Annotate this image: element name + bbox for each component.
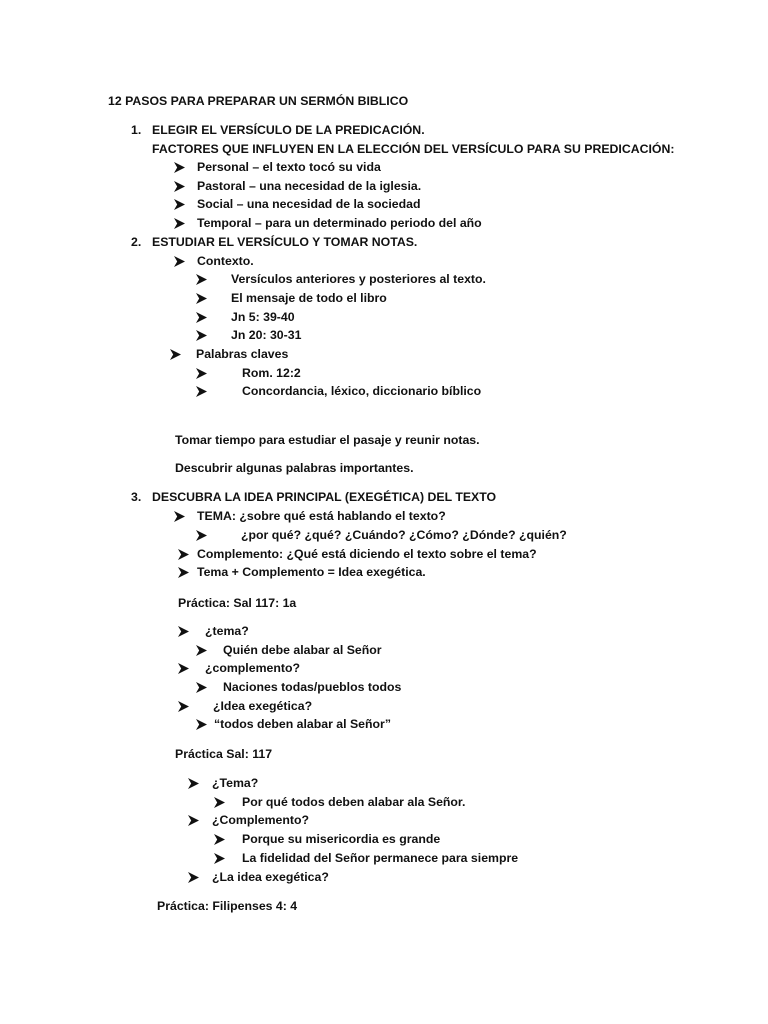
practice-answer: Por qué todos deben alabar ala Señor. bbox=[242, 795, 466, 809]
practice-answer: Naciones todas/pueblos todos bbox=[223, 680, 402, 694]
practice-question: ¿complemento? bbox=[205, 661, 300, 675]
arrowhead-bullet-icon bbox=[174, 199, 185, 210]
step-1-subheading: FACTORES QUE INFLUYEN EN LA ELECCIÓN DEL VERSÍCULO PARA SU PREDICACIÓN: bbox=[152, 142, 675, 156]
arrowhead-bullet-icon bbox=[196, 293, 207, 304]
keywords-item: Concordancia, léxico, diccionario bíblico bbox=[242, 384, 482, 398]
practice-answer: La fidelidad del Señor permanece para siempre bbox=[242, 851, 519, 865]
document-title: 12 PASOS PARA PREPARAR UN SERMÓN BIBLICO bbox=[108, 94, 409, 108]
practice-question: ¿Idea exegética? bbox=[213, 699, 313, 713]
arrowhead-bullet-icon bbox=[170, 349, 181, 360]
factor-item: Social – una necesidad de la sociedad bbox=[197, 197, 421, 211]
arrowhead-bullet-icon bbox=[178, 701, 189, 712]
step-3-heading: DESCUBRA LA IDEA PRINCIPAL (EXEGÉTICA) DEL TEXTO bbox=[152, 490, 497, 504]
arrowhead-bullet-icon bbox=[174, 511, 185, 522]
arrowhead-bullet-icon bbox=[188, 778, 199, 789]
context-item: Jn 20: 30-31 bbox=[231, 328, 302, 342]
step-1-heading: ELEGIR EL VERSÍCULO DE LA PREDICACIÓN. bbox=[152, 123, 425, 137]
arrowhead-bullet-icon bbox=[188, 872, 199, 883]
arrowhead-bullet-icon bbox=[174, 218, 185, 229]
arrowhead-bullet-icon bbox=[178, 626, 189, 637]
arrowhead-bullet-icon bbox=[196, 530, 207, 541]
practice-question: ¿tema? bbox=[205, 624, 249, 638]
practice-answer: “todos deben alabar al Señor” bbox=[214, 717, 391, 731]
step-2-number: 2. bbox=[131, 235, 142, 249]
arrowhead-bullet-icon bbox=[196, 719, 207, 730]
arrowhead-bullet-icon bbox=[196, 682, 207, 693]
practice-title: Práctica: Filipenses 4: 4 bbox=[157, 899, 298, 913]
arrowhead-bullet-icon bbox=[196, 368, 207, 379]
arrowhead-bullet-icon bbox=[214, 834, 225, 845]
step-1-number: 1. bbox=[131, 123, 142, 137]
arrowhead-bullet-icon bbox=[178, 567, 189, 578]
arrowhead-bullet-icon bbox=[214, 853, 225, 864]
factor-item: Personal – el texto tocó su vida bbox=[197, 160, 381, 174]
study-note: Tomar tiempo para estudiar el pasaje y reunir notas. bbox=[175, 433, 480, 447]
arrowhead-bullet-icon bbox=[196, 645, 207, 656]
arrowhead-bullet-icon bbox=[196, 274, 207, 285]
formula-line: Tema + Complemento = Idea exegética. bbox=[197, 565, 426, 579]
factor-item: Temporal – para un determinado periodo del año bbox=[197, 216, 482, 230]
tema-line: TEMA: ¿sobre qué está hablando el texto? bbox=[197, 509, 446, 523]
arrowhead-bullet-icon bbox=[178, 663, 189, 674]
factor-item: Pastoral – una necesidad de la iglesia. bbox=[197, 179, 422, 193]
step-2-heading: ESTUDIAR EL VERSÍCULO Y TOMAR NOTAS. bbox=[152, 235, 418, 249]
arrowhead-bullet-icon bbox=[196, 386, 207, 397]
context-item: Versículos anteriores y posteriores al texto. bbox=[231, 272, 486, 286]
practice-question: ¿Complemento? bbox=[212, 813, 310, 827]
arrowhead-bullet-icon bbox=[214, 797, 225, 808]
context-item: El mensaje de todo el libro bbox=[231, 291, 387, 305]
arrowhead-bullet-icon bbox=[188, 815, 199, 826]
arrowhead-bullet-icon bbox=[196, 312, 207, 323]
practice-title: Práctica: Sal 117: 1a bbox=[178, 596, 297, 610]
arrowhead-bullet-icon bbox=[174, 256, 185, 267]
step-3-number: 3. bbox=[131, 490, 142, 504]
complemento-line: Complemento: ¿Qué está diciendo el texto sobre el tema? bbox=[197, 547, 537, 561]
practice-question: ¿Tema? bbox=[212, 776, 259, 790]
arrowhead-bullet-icon bbox=[174, 162, 185, 173]
context-item: Jn 5: 39-40 bbox=[231, 310, 295, 324]
arrowhead-bullet-icon bbox=[174, 181, 185, 192]
keywords-item: Rom. 12:2 bbox=[242, 366, 301, 380]
arrowhead-bullet-icon bbox=[178, 549, 189, 560]
practice-answer: Porque su misericordia es grande bbox=[242, 832, 441, 846]
keywords-label: Palabras claves bbox=[196, 347, 289, 361]
arrowhead-bullet-icon bbox=[196, 330, 207, 341]
practice-question: ¿La idea exegética? bbox=[212, 870, 329, 884]
tema-subquestions: ¿por qué? ¿qué? ¿Cuándo? ¿Cómo? ¿Dónde? ¿quién? bbox=[241, 528, 567, 542]
study-note: Descubrir algunas palabras importantes. bbox=[175, 461, 414, 475]
context-label: Contexto. bbox=[197, 254, 254, 268]
practice-title: Práctica Sal: 117 bbox=[175, 747, 273, 761]
practice-answer: Quién debe alabar al Señor bbox=[223, 643, 382, 657]
